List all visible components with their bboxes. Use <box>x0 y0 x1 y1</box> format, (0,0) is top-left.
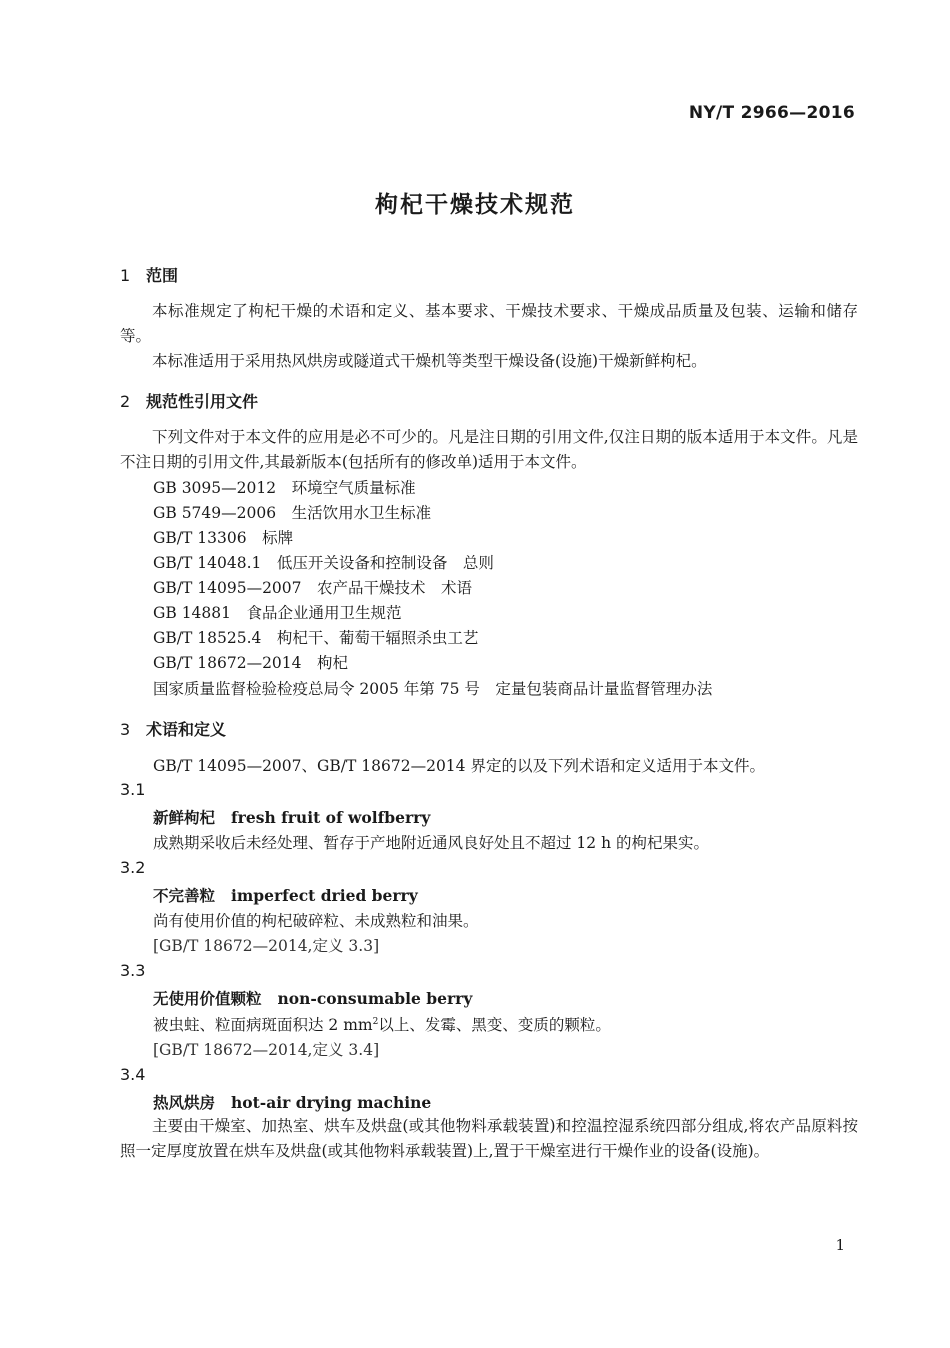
reference-name: 农产品干燥技术 术语 <box>317 579 473 597</box>
reference-code: GB/T 18672—2014 <box>153 654 302 672</box>
term-en: imperfect dried berry <box>231 886 418 905</box>
reference-item <box>153 601 402 623</box>
term-number: 3.3 <box>120 961 146 980</box>
reference-code: GB/T 13306 <box>153 529 247 547</box>
section-number: 1 <box>120 266 131 285</box>
section-3-intro: GB/T 14095—2007、GB/T 18672—2014 界定的以及下列术语和定义适用于本文件。 <box>153 757 765 775</box>
definition-text: 被虫蛀、粒面病斑面积达 2 mm <box>153 1016 373 1034</box>
term-zh: 无使用价值颗粒 <box>153 990 262 1008</box>
term-zh: 新鲜枸杞 <box>153 809 216 827</box>
term-source: [GB/T 18672—2014,定义 3.3] <box>153 937 380 955</box>
term-heading <box>153 987 472 1009</box>
reference-code: GB 14881 <box>153 604 232 622</box>
term-source: [GB/T 18672—2014,定义 3.4] <box>153 1041 380 1059</box>
reference-name: 食品企业通用卫生规范 <box>246 604 402 622</box>
reference-item <box>153 626 478 648</box>
reference-item <box>153 576 472 598</box>
reference-code: GB/T 18525.4 <box>153 629 262 647</box>
term-definition: 尚有使用价值的枸杞破碎粒、未成熟粒和油果。 <box>153 912 479 930</box>
reference-code: GB 5749—2006 <box>153 504 277 522</box>
term-number: 3.1 <box>120 780 146 799</box>
term-heading <box>153 884 418 906</box>
term-definition: 主要由干燥室、加热室、烘车及烘盘(或其他物料承载装置)和控温控湿系统四部分组成,将农产品原料按照一定厚度放置在烘车及烘盘(或其他物料承载装置)上,置于干燥室进行干燥作业的设备(设施)。 <box>120 1117 858 1160</box>
reference-item <box>153 476 416 498</box>
reference-item <box>153 651 348 673</box>
reference-item <box>153 526 293 548</box>
section-1-paragraph-2: 本标准适用于采用热风烘房或隧道式干燥机等类型干燥设备(设施)干燥新鲜枸杞。 <box>152 352 707 370</box>
reference-name: 枸杞 <box>317 654 349 672</box>
reference-name: 低压开关设备和控制设备 总则 <box>276 554 494 572</box>
reference-name: 定量包装商品计量监督管理办法 <box>495 680 713 698</box>
section-3-heading <box>120 717 226 740</box>
section-number: 3 <box>120 720 131 739</box>
section-title: 规范性引用文件 <box>146 392 259 411</box>
section-1-heading <box>120 263 178 286</box>
term-heading <box>153 1091 431 1113</box>
standard-number: NY/T 2966—2016 <box>688 103 855 123</box>
reference-item <box>153 551 494 573</box>
reference-code: GB/T 14048.1 <box>153 554 262 572</box>
reference-name: 标牌 <box>262 529 294 547</box>
section-number: 2 <box>120 392 131 411</box>
term-definition <box>153 1013 611 1035</box>
reference-name: 枸杞干、葡萄干辐照杀虫工艺 <box>276 629 479 647</box>
term-en: non-consumable berry <box>277 989 473 1008</box>
term-number: 3.2 <box>120 858 146 877</box>
term-zh: 热风烘房 <box>153 1094 216 1112</box>
definition-text: 以上、发霉、黑变、变质的颗粒。 <box>378 1016 611 1034</box>
section-2-intro: 下列文件对于本文件的应用是必不可少的。凡是注日期的引用文件,仅注日期的版本适用于本文件。凡是不注日期的引用文件,其最新版本(包括所有的修改单)适用于本文件。 <box>120 428 858 471</box>
document-title: 枸杞干燥技术规范 <box>375 192 575 218</box>
section-title: 术语和定义 <box>146 720 227 739</box>
reference-code: GB/T 14095—2007 <box>153 579 302 597</box>
term-zh: 不完善粒 <box>153 887 216 905</box>
section-1-paragraph-1: 本标准规定了枸杞干燥的术语和定义、基本要求、干燥技术要求、干燥成品质量及包装、运输和储存等。 <box>120 302 858 345</box>
reference-item <box>153 501 431 523</box>
term-en: hot-air drying machine <box>231 1093 432 1112</box>
reference-item <box>153 677 712 699</box>
term-en: fresh fruit of wolfberry <box>231 808 431 827</box>
term-definition: 成熟期采收后未经处理、暂存于产地附近通风良好处且不超过 12 h 的枸杞果实。 <box>153 834 709 852</box>
section-2-heading <box>120 389 258 412</box>
section-title: 范围 <box>146 266 179 285</box>
reference-code: 国家质量监督检验检疫总局令 2005 年第 75 号 <box>153 680 480 698</box>
page-number: 1 <box>835 1236 845 1254</box>
reference-name: 环境空气质量标准 <box>291 479 416 497</box>
reference-code: GB 3095—2012 <box>153 479 277 497</box>
superscript: 2 <box>372 1016 379 1027</box>
reference-name: 生活饮用水卫生标准 <box>291 504 432 522</box>
term-number: 3.4 <box>120 1065 146 1084</box>
term-heading <box>153 806 430 828</box>
